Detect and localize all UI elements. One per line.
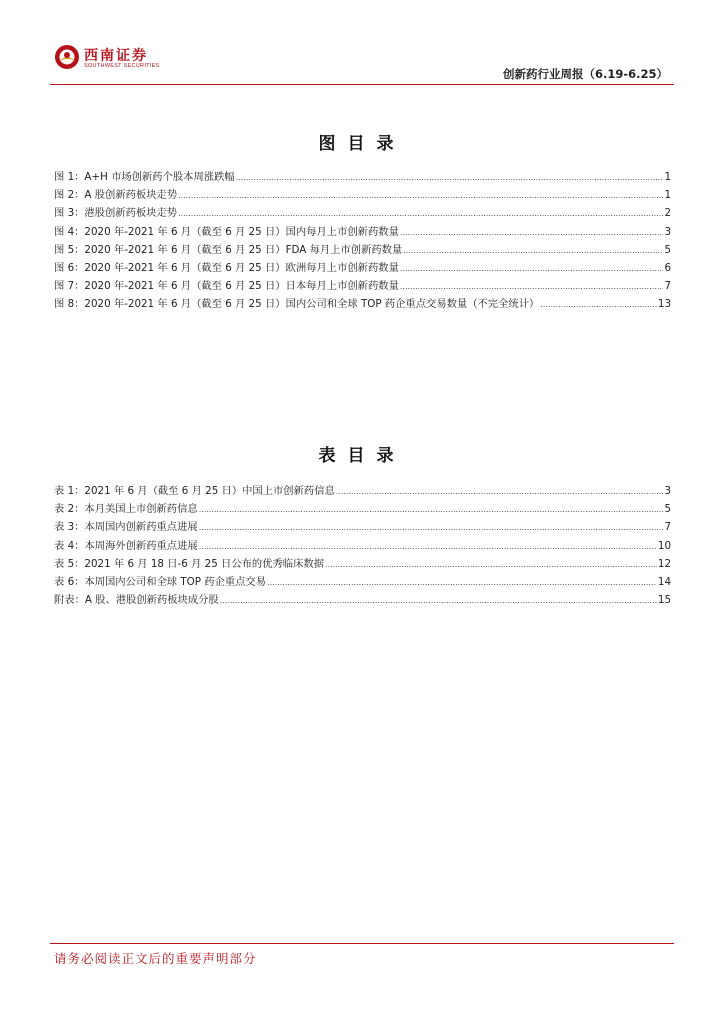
toc-entry-page: 7 (664, 521, 671, 534)
toc-entry-page: 2 (664, 207, 671, 220)
toc-entry[interactable] (54, 186, 671, 204)
toc-entry-label: 图 2：A 股创新药板块走势 (54, 189, 178, 202)
toc-entry-page: 5 (664, 503, 671, 516)
toc-entry-page: 10 (657, 539, 671, 552)
toc-entry-label: 图 7：2020 年-2021 年 6 月（截至 6 月 25 日）日本每月上市创新药数量 (54, 280, 399, 293)
toc-entry-label: 表 4：本周海外创新药重点进展 (54, 539, 198, 552)
toc-entry-label: 表 5：2021 年 6 月 18 日-6 月 25 日公布的优秀临床数据 (54, 557, 324, 570)
toc-entry-label: 图 3：港股创新药板块走势 (54, 207, 178, 220)
toc-leader-dots (400, 226, 664, 238)
logo-emblem-icon (54, 44, 80, 70)
toc-entry-page: 13 (657, 298, 671, 311)
figures-toc-list (54, 168, 671, 314)
footer-disclaimer: 请务必阅读正文后的重要声明部分 (54, 951, 257, 966)
toc-entry[interactable] (54, 591, 671, 609)
toc-leader-dots (267, 576, 657, 588)
toc-leader-dots (400, 262, 664, 274)
toc-entry-page: 14 (657, 575, 671, 588)
toc-leader-dots (199, 521, 664, 533)
company-logo (54, 44, 174, 74)
toc-entry-page: 12 (657, 557, 671, 570)
toc-entry-page: 1 (664, 171, 671, 183)
toc-entry[interactable] (54, 555, 671, 573)
toc-entry[interactable] (54, 277, 671, 295)
toc-entry-label: 图 5：2020 年-2021 年 6 月（截至 6 月 25 日）FDA 每月上市创新药数量 (54, 243, 403, 256)
tables-toc-list (54, 482, 671, 609)
toc-entry-page: 3 (664, 225, 671, 238)
toc-entry[interactable] (54, 537, 671, 555)
toc-entry[interactable] (54, 223, 671, 241)
header-divider (50, 84, 674, 85)
figures-toc-title: 图目录 (318, 134, 406, 154)
toc-entry-page: 3 (664, 485, 671, 497)
toc-leader-dots (220, 594, 657, 606)
toc-entry[interactable] (54, 168, 671, 186)
toc-entry-page: 5 (664, 243, 671, 256)
toc-entry-page: 7 (664, 280, 671, 293)
footer-divider (50, 943, 674, 944)
toc-leader-dots (403, 244, 663, 256)
toc-entry-page: 1 (664, 189, 671, 202)
toc-entry-label: 表 6：本周国内公司和全球 TOP 药企重点交易 (54, 575, 267, 588)
toc-leader-dots (236, 171, 664, 183)
toc-entry-label: 附表：A 股、港股创新药板块成分股 (54, 594, 219, 607)
report-title: 创新药行业周报（6.19-6.25） (502, 67, 668, 81)
toc-entry[interactable] (54, 500, 671, 518)
toc-entry-label: 表 1：2021 年 6 月（截至 6 月 25 日）中国上市创新药信息 (54, 485, 335, 497)
toc-entry-label: 图 4：2020 年-2021 年 6 月（截至 6 月 25 日）国内每月上市创新药数量 (54, 225, 399, 238)
toc-leader-dots (336, 485, 664, 497)
toc-entry-label: 图 8：2020 年-2021 年 6 月（截至 6 月 25 日）国内公司和全球 TOP 药企重点交易数量（不完全统计） (54, 298, 540, 311)
toc-entry-label: 表 3：本周国内创新药重点进展 (54, 521, 198, 534)
toc-entry[interactable] (54, 518, 671, 536)
logo-english-name: SOUTHWEST SECURITIES (84, 63, 160, 69)
toc-entry-label: 表 2：本月美国上市创新药信息 (54, 503, 198, 516)
toc-entry[interactable] (54, 295, 671, 313)
toc-leader-dots (540, 298, 657, 310)
toc-leader-dots (400, 280, 664, 292)
toc-leader-dots (325, 558, 657, 570)
toc-entry-label: 图 6：2020 年-2021 年 6 月（截至 6 月 25 日）欧洲每月上市创新药数量 (54, 261, 399, 274)
toc-entry-page: 6 (664, 261, 671, 274)
toc-entry[interactable] (54, 259, 671, 277)
toc-leader-dots (178, 189, 663, 201)
toc-entry-page: 15 (657, 594, 671, 607)
toc-entry[interactable] (54, 204, 671, 222)
toc-entry[interactable] (54, 241, 671, 259)
toc-leader-dots (178, 207, 663, 219)
page-header (0, 0, 724, 88)
tables-toc-title: 表目录 (318, 446, 406, 466)
toc-leader-dots (199, 540, 657, 552)
toc-entry-label: 图 1：A+H 市场创新药个股本周涨跌幅 (54, 171, 235, 183)
logo-chinese-name: 西南证券 (84, 48, 148, 64)
toc-entry[interactable] (54, 482, 671, 500)
toc-entry[interactable] (54, 573, 671, 591)
toc-leader-dots (199, 503, 664, 515)
